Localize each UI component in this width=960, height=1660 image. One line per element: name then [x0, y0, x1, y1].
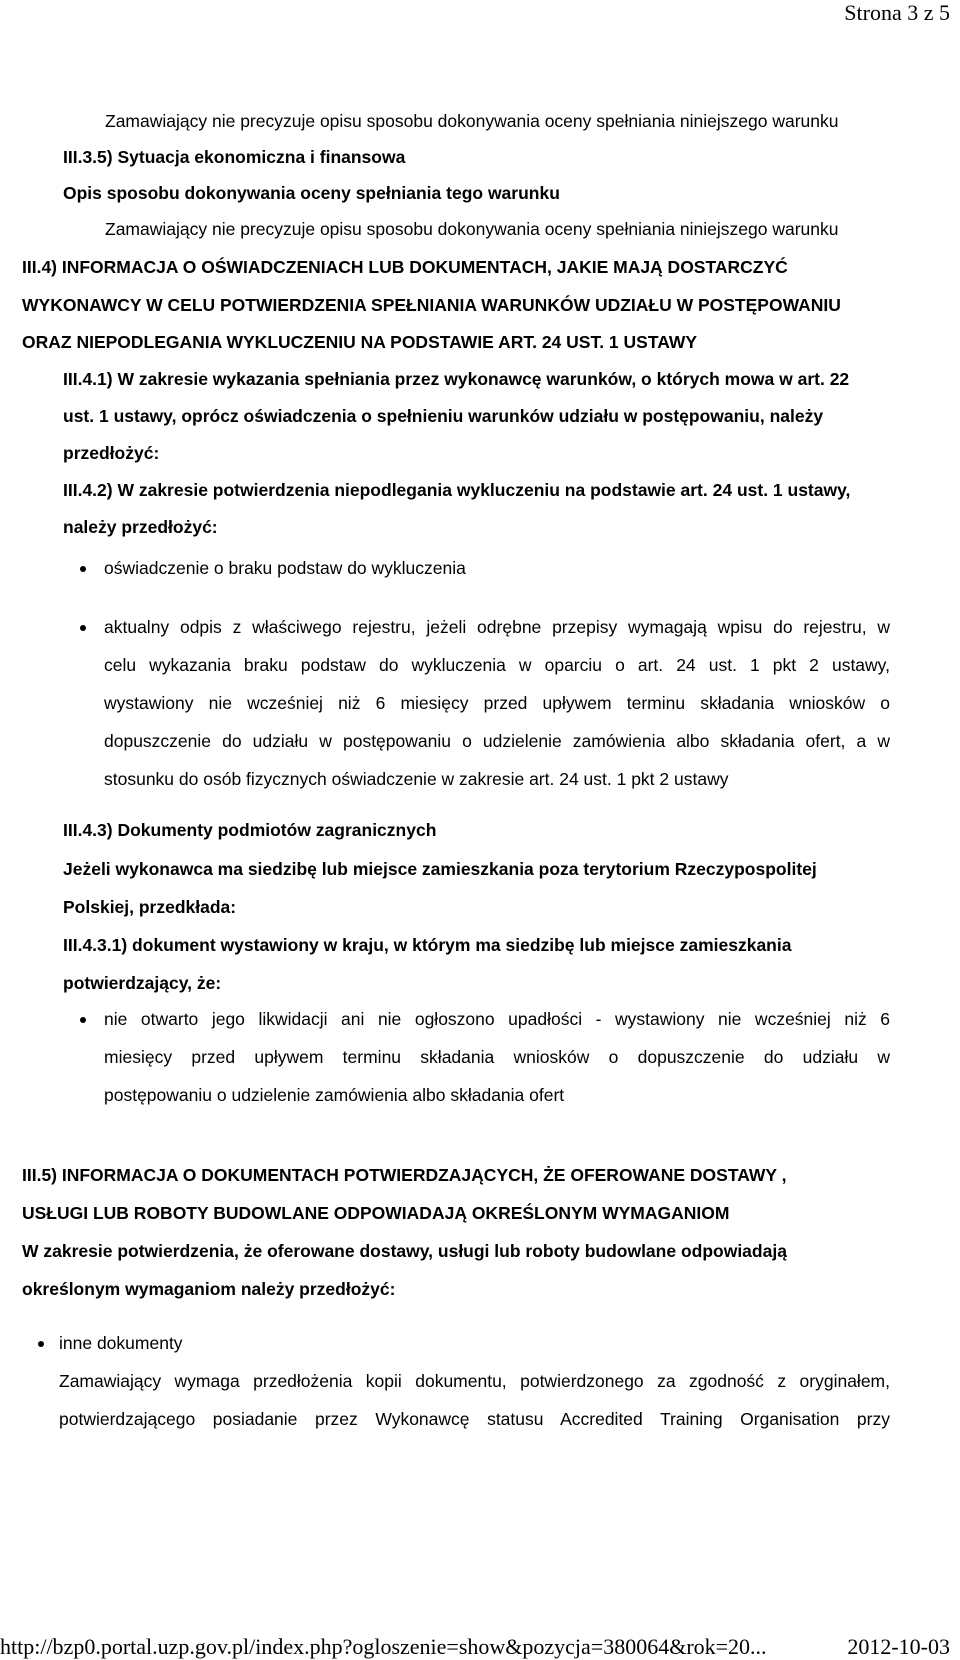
list-item: nie otwarto jego likwidacji ani nie ogłoszono upadłości - wystawiony nie wcześniej niż 6	[104, 1009, 890, 1029]
list-item: aktualny odpis z właściwego rejestru, jeżeli odrębne przepisy wymagają wpisu do rejestru, w	[104, 617, 890, 637]
section-heading: USŁUGI LUB ROBOTY BUDOWLANE ODPOWIADAJĄ OKREŚLONYM WYMAGANIOM	[22, 1203, 730, 1223]
bullet-icon	[80, 625, 86, 631]
list-item: dopuszczenie do udziału w postępowaniu o udzielenie zamówienia albo składania ofert, a w	[104, 731, 890, 751]
section-heading: należy przedłożyć:	[63, 517, 218, 537]
paragraph-text: Zamawiający nie precyzuje opisu sposobu dokonywania oceny spełniania niniejszego warunku	[105, 219, 839, 239]
list-item: wystawiony nie wcześniej niż 6 miesięcy przed upływem terminu składania wniosków o	[104, 693, 890, 713]
section-heading: III.5) INFORMACJA O DOKUMENTACH POTWIERDZAJĄCYCH, ŻE OFEROWANE DOSTAWY ,	[22, 1165, 787, 1185]
bullet-icon	[38, 1341, 44, 1347]
list-item: miesięcy przed upływem terminu składania wniosków o dopuszczenie do udziału w	[104, 1047, 890, 1067]
paragraph-text: potwierdzającego posiadanie przez Wykonawcę statusu Accredited Training Organisation przy	[59, 1409, 890, 1429]
section-heading: WYKONAWCY W CELU POTWIERDZENIA SPEŁNIANIA WARUNKÓW UDZIAŁU W POSTĘPOWANIU	[22, 295, 841, 315]
section-heading: określonym wymaganiom należy przedłożyć:	[22, 1279, 396, 1299]
list-item: inne dokumenty	[59, 1333, 183, 1353]
section-heading: ORAZ NIEPODLEGANIA WYKLUCZENIU NA PODSTAWIE ART. 24 UST. 1 USTAWY	[22, 332, 698, 352]
page-number: Strona 3 z 5	[844, 0, 950, 25]
section-heading: ust. 1 ustawy, oprócz oświadczenia o spełnieniu warunków udziału w postępowaniu, należy	[63, 406, 824, 426]
bullet-icon	[80, 566, 86, 572]
section-heading: przedłożyć:	[63, 443, 160, 463]
section-heading: III.4.1) W zakresie wykazania spełniania przez wykonawcę warunków, o których mowa w art. 22	[63, 369, 850, 389]
paragraph-text: Zamawiający wymaga przedłożenia kopii dokumentu, potwierdzonego za zgodność z oryginałem,	[59, 1371, 890, 1391]
section-heading: Jeżeli wykonawca ma siedzibę lub miejsce zamieszkania poza terytorium Rzeczypospolitej	[63, 859, 817, 879]
list-item: oświadczenie o braku podstaw do wykluczenia	[104, 558, 466, 578]
section-subheading: Opis sposobu dokonywania oceny spełniania tego warunku	[63, 183, 560, 203]
section-heading: potwierdzający, że:	[63, 973, 222, 993]
section-heading: III.4.2) W zakresie potwierdzenia niepodlegania wykluczeniu na podstawie art. 24 ust. 1 ustawy,	[63, 480, 851, 500]
list-item: stosunku do osób fizycznych oświadczenie w zakresie art. 24 ust. 1 pkt 2 ustawy	[104, 769, 729, 789]
section-heading: III.4.3) Dokumenty podmiotów zagranicznych	[63, 820, 437, 840]
section-heading: III.4.3.1) dokument wystawiony w kraju, w którym ma siedzibę lub miejsce zamieszkania	[63, 935, 792, 955]
paragraph-text: Zamawiający nie precyzuje opisu sposobu dokonywania oceny spełniania niniejszego warunku	[105, 111, 839, 131]
list-item: celu wykazania braku podstaw do wykluczenia w oparciu o art. 24 ust. 1 pkt 2 ustawy,	[104, 655, 890, 675]
section-heading: Polskiej, przedkłada:	[63, 897, 237, 917]
section-heading: III.4) INFORMACJA O OŚWIADCZENIACH LUB DOKUMENTACH, JAKIE MAJĄ DOSTARCZYĆ	[22, 257, 788, 277]
bullet-icon	[80, 1017, 86, 1023]
footer-url[interactable]: http://bzp0.portal.uzp.gov.pl/index.php?ogloszenie=show&pozycja=380064&rok=20...	[0, 1634, 767, 1659]
list-item: postępowaniu o udzielenie zamówienia albo składania ofert	[104, 1085, 565, 1105]
section-heading: W zakresie potwierdzenia, że oferowane dostawy, usługi lub roboty budowlane odpowiadają	[22, 1241, 787, 1261]
section-heading: III.3.5) Sytuacja ekonomiczna i finansowa	[63, 147, 406, 167]
footer-date: 2012-10-03	[847, 1634, 950, 1659]
